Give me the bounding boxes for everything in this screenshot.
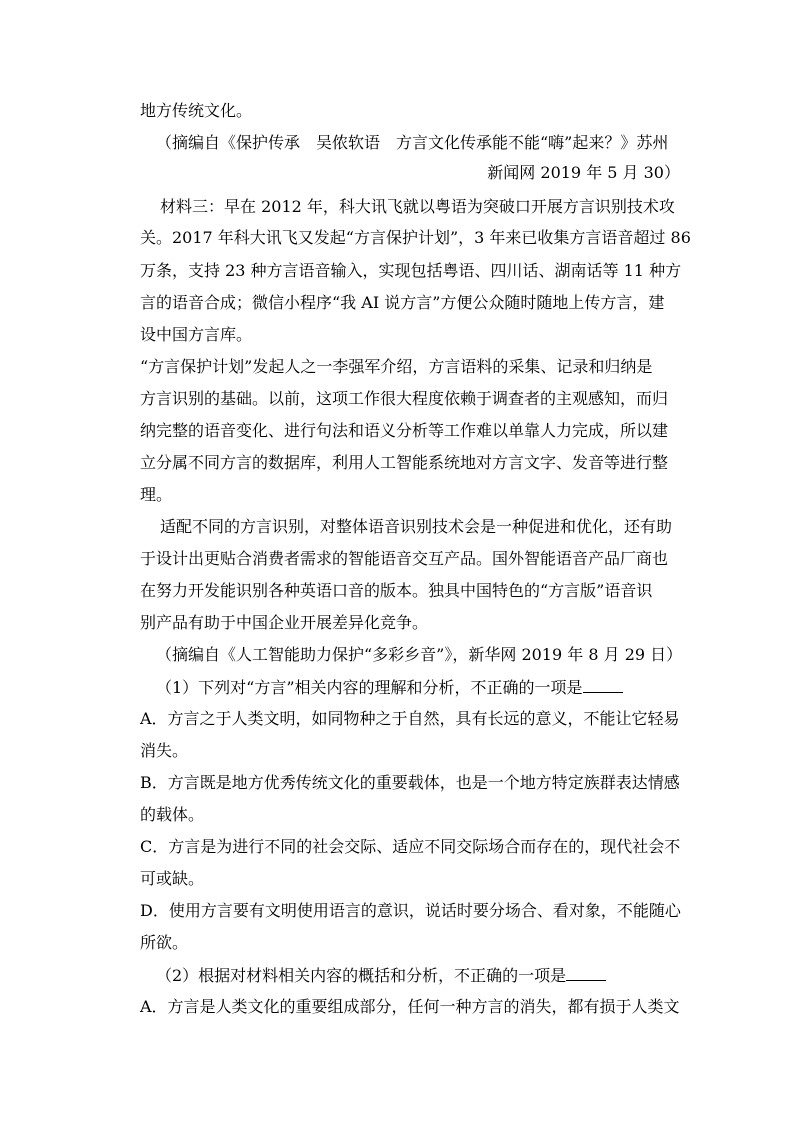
paragraph-line: “方言保护计划”发起人之一李强军介绍，方言语料的采集、记录和归纳是 <box>140 357 653 376</box>
citation-line: 新闻网 2019 年 5 月 30） <box>487 163 680 182</box>
paragraph-line: 关。2017 年科大讯飞又发起“方言保护计划”，3 年来已收集方言语音超过 86 <box>140 228 691 247</box>
question-stem <box>156 677 680 698</box>
question-text: （1）下列对“方言”相关内容的理解和分析，不正确的一项是 <box>156 678 583 697</box>
answer-blank[interactable] <box>566 965 606 981</box>
paragraph-line: 适配不同的方言识别，对整体语音识别技术会是一种促进和优化，还有助 <box>160 517 673 536</box>
option-line: D．使用方言要有文明使用语言的意识，说话时要分场合、看对象，不能随心 <box>140 901 681 920</box>
option-line: A．方言是人类文化的重要组成部分，任何一种方言的消失，都有损于人类文 <box>140 997 680 1016</box>
citation-line: （摘编自《保护传承 吴侬软语 方言文化传承能不能“嗨”起来？》苏州 <box>156 133 669 152</box>
paragraph-line: 纳完整的语音变化、进行句法和语义分析等工作难以单靠人力完成，所以建 <box>140 421 669 440</box>
question-text: （2）根据对材料相关内容的概括和分析，不正确的一项是 <box>156 966 567 985</box>
option-line: 消失。 <box>140 741 189 760</box>
option-line: C．方言是为进行不同的社会交际、适应不同交际场合而存在的，现代社会不 <box>140 837 681 856</box>
option-line: A．方言之于人类文明，如同物种之于自然，具有长远的意义，不能让它轻易 <box>140 709 680 728</box>
option-line: 的载体。 <box>140 805 205 824</box>
answer-blank[interactable] <box>583 677 623 693</box>
paragraph-line: 设中国方言库。 <box>140 325 253 344</box>
question-stem <box>156 965 680 986</box>
paragraph-line: 材料三：早在 2012 年，科大讯飞就以粤语为突破口开展方言识别技术攻 <box>160 197 675 216</box>
citation-line: （摘编自《人工智能助力保护“多彩乡音”》，新华网 2019 年 8 月 29 日） <box>156 645 683 664</box>
paragraph-line: 于设计出更贴合消费者需求的智能语音交互产品。国外智能语音产品厂商也 <box>140 549 669 568</box>
option-line: 所欲。 <box>140 933 189 952</box>
paragraph-line: 立分属不同方言的数据库，利用人工智能系统地对方言文字、发音等进行整 <box>140 453 669 472</box>
option-line: 可或缺。 <box>140 869 205 888</box>
option-line: B．方言既是地方优秀传统文化的重要载体，也是一个地方特定族群表达情感 <box>140 773 680 792</box>
paragraph-line: 言的语音合成；微信小程序“我 AI 说方言”方便公众随时随地上传方言，建 <box>140 293 665 312</box>
paragraph-line: 理。 <box>140 485 173 504</box>
paragraph-line: 方言识别的基础。以前，这项工作很大程度依赖于调查者的主观感知，而归 <box>140 389 669 408</box>
paragraph-line: 地方传统文化。 <box>140 101 253 120</box>
paragraph-line: 万条，支持 23 种方言语音输入，实现包括粤语、四川话、湖南话等 11 种方 <box>140 261 682 280</box>
paragraph-line: 别产品有助于中国企业开展差异化竞争。 <box>140 613 429 632</box>
paragraph-line: 在努力开发能识别各种英语口音的版本。独具中国特色的“方言版”语音识 <box>140 581 653 600</box>
